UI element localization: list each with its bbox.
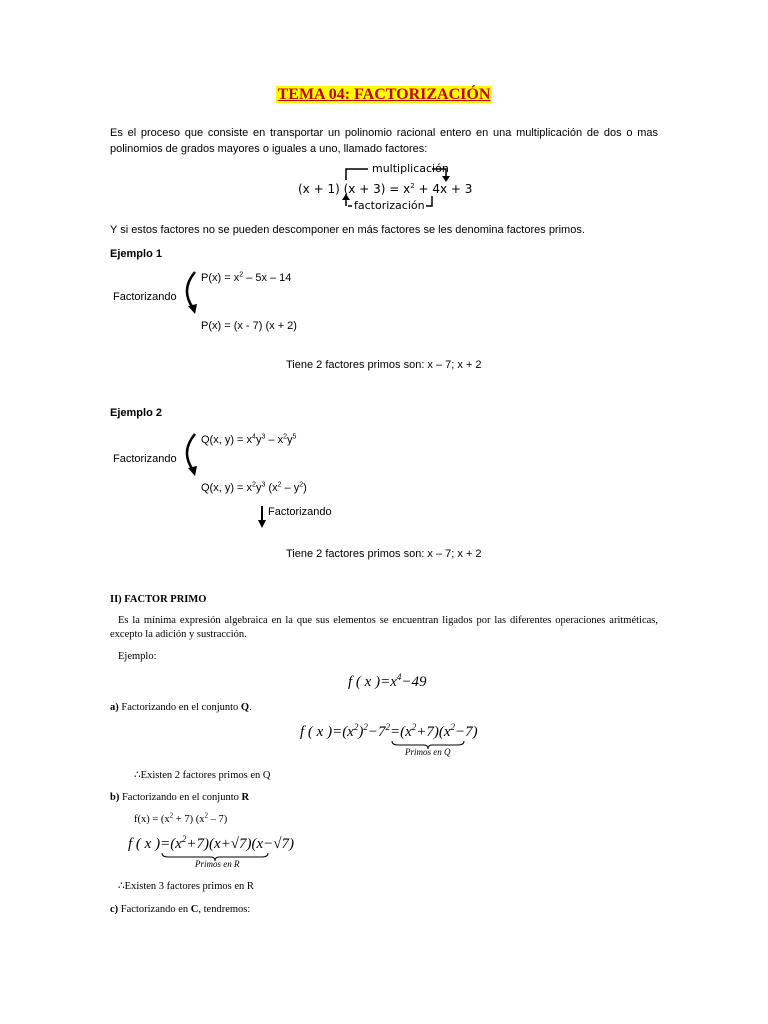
example2-polynomial: Q(x, $y) = x^4y^3 - x^2y^5$ — [201, 433, 297, 446]
part-a-conclusion: ∴Existen 2 factores primos en Q — [134, 770, 271, 781]
factorization-label: factorización — [354, 199, 425, 212]
example1-heading: Ejemplo 1 — [110, 248, 162, 260]
part-b-formula: f ( x )$=(x^2+7)(x+√7)(x-√7)$ — [128, 834, 294, 852]
part-a-formula: f ( x )$=(x^2)^2-7^2=(x^2+7)(x^2-7)$ — [300, 722, 478, 740]
part-a-brace-label: Primos en Q — [405, 747, 451, 757]
example1-factored: P(x) = (x - 7) (x + 2) — [201, 320, 297, 332]
part-b-heading: b) Factorizando en el conjunto R — [110, 792, 250, 803]
example2-heading: Ejemplo 2 — [110, 407, 162, 419]
multiplication-label: multiplicación — [372, 162, 449, 175]
factor-primo-definition: Es la mínima expresión algebraica en la que sus elementos se encuentran ligados por las diferentes operaciones aritméticas, excepto la adición y sustracción. — [110, 615, 658, 640]
example2-label: Factorizando — [113, 453, 177, 465]
part-b-conclusion: ∴Existen 3 factores primos en R — [118, 881, 254, 892]
example2-factored: Q(x, $y) = x^2y^3$ $(x^2 - y^2)$ — [201, 481, 307, 494]
function-definition: f ( x )$=x^4-49$ — [348, 672, 427, 690]
section2-ejemplo: Ejemplo: — [118, 651, 157, 662]
page-title: TEMA 04: FACTORIZACIÓN — [277, 86, 491, 103]
example1-result: Tiene 2 factores primos son: x – 7; x + 2 — [286, 359, 482, 371]
section2-heading: II) FACTOR PRIMO — [110, 594, 207, 605]
primos-definition: Y si estos factores no se pueden descomponer en más factores se les denomina factores primos. — [110, 224, 585, 236]
example2-result: Tiene 2 factores primos son: x – 7; x + 2 — [286, 548, 482, 560]
diagram-equation: (x + 1) $(x + 3) = x^2 + 4x + 3$ — [298, 182, 473, 196]
part-a-heading: a) Factorizando en el conjunto Q. — [110, 702, 252, 713]
example2-down-label: Factorizando — [268, 506, 332, 518]
factorization-diagram — [296, 160, 496, 216]
example2-down-arrow — [256, 505, 268, 529]
example1-label: Factorizando — [113, 291, 177, 303]
part-b-brace-label: Primos en R — [195, 859, 240, 869]
example1-polynomial: $P(x) = x^2 - 5x - 14$ — [201, 271, 292, 284]
part-b-factored: $f(x) = (x^2 + 7)$ $(x^2 - 7)$ — [134, 811, 228, 825]
intro-paragraph: Es el proceso que consiste en transportar un polinomio racional entero en una multiplicación de dos o mas polinomios de grados mayores o iguales a uno, llamado factores: — [110, 127, 658, 155]
part-c-heading: c) Factorizando en C, tendremos: — [110, 904, 251, 915]
